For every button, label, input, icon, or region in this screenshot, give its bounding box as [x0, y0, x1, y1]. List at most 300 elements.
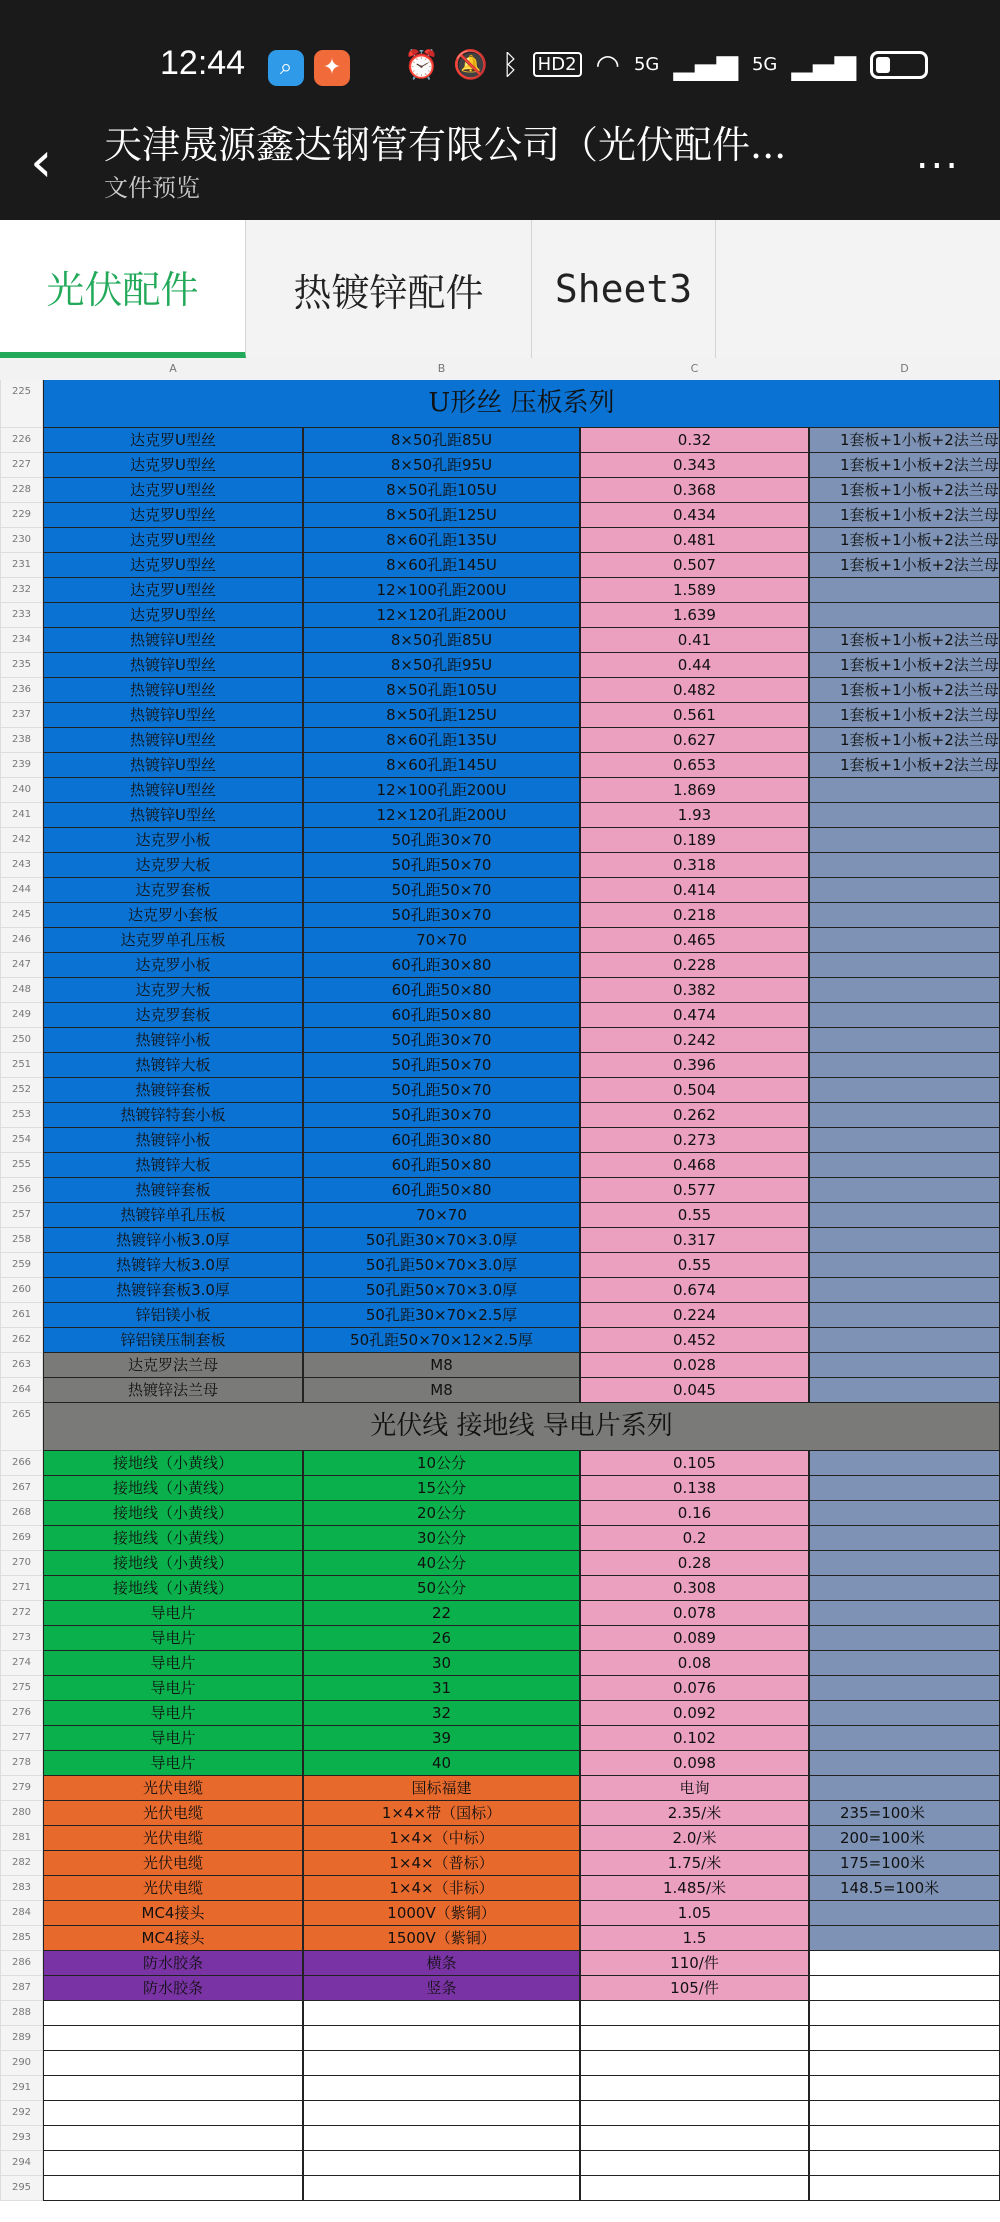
cell-product-name[interactable]: 热镀锌小板 — [43, 1028, 303, 1053]
row-number[interactable]: 267 — [0, 1476, 43, 1501]
cell-specification[interactable]: 15公分 — [303, 1476, 580, 1501]
cell-price[interactable] — [580, 2001, 809, 2026]
cell-note[interactable]: 148.5=100米 — [809, 1876, 1000, 1901]
cell-specification[interactable]: 1000V（紫铜） — [303, 1901, 580, 1926]
cell-note[interactable] — [809, 853, 1000, 878]
cell-note[interactable] — [809, 1676, 1000, 1701]
cell-specification[interactable] — [303, 2151, 580, 2176]
row-number[interactable]: 236 — [0, 678, 43, 703]
cell-price[interactable]: 0.218 — [580, 903, 809, 928]
cell-note[interactable] — [809, 2051, 1000, 2076]
row-number[interactable]: 285 — [0, 1926, 43, 1951]
row-number[interactable]: 291 — [0, 2076, 43, 2101]
cell-specification[interactable]: 8×50孔距85U — [303, 428, 580, 453]
cell-specification[interactable]: 1×4×（非标） — [303, 1876, 580, 1901]
cell-price[interactable] — [580, 2151, 809, 2176]
cell-price[interactable]: 0.434 — [580, 503, 809, 528]
cell-price[interactable]: 105/件 — [580, 1976, 809, 2001]
cell-product-name[interactable]: 热镀锌U型丝 — [43, 703, 303, 728]
cell-product-name[interactable]: 光伏电缆 — [43, 1801, 303, 1826]
cell-note[interactable] — [809, 1976, 1000, 2001]
column-header-c[interactable]: C — [690, 362, 699, 375]
row-number[interactable]: 282 — [0, 1851, 43, 1876]
cell-product-name[interactable]: 热镀锌大板3.0厚 — [43, 1253, 303, 1278]
row-number[interactable]: 266 — [0, 1451, 43, 1476]
cell-product-name[interactable]: 达克罗小板 — [43, 953, 303, 978]
row-number[interactable]: 244 — [0, 878, 43, 903]
row-number[interactable]: 273 — [0, 1626, 43, 1651]
cell-price[interactable]: 0.045 — [580, 1378, 809, 1403]
cell-product-name[interactable]: 导电片 — [43, 1751, 303, 1776]
row-number[interactable]: 226 — [0, 428, 43, 453]
cell-specification[interactable]: 40公分 — [303, 1551, 580, 1576]
row-number[interactable]: 246 — [0, 928, 43, 953]
cell-price[interactable]: 0.16 — [580, 1501, 809, 1526]
cell-specification[interactable]: M8 — [303, 1378, 580, 1403]
cell-product-name[interactable]: 接地线（小黄线） — [43, 1451, 303, 1476]
row-number[interactable]: 241 — [0, 803, 43, 828]
cell-product-name[interactable]: 热镀锌U型丝 — [43, 678, 303, 703]
cell-specification[interactable]: 国标福建 — [303, 1776, 580, 1801]
cell-specification[interactable]: 竖条 — [303, 1976, 580, 2001]
cell-specification[interactable]: 50孔距50×70 — [303, 878, 580, 903]
row-number[interactable]: 255 — [0, 1153, 43, 1178]
more-options-icon[interactable]: ... — [915, 132, 960, 178]
cell-note[interactable] — [809, 1701, 1000, 1726]
row-number[interactable]: 225 — [0, 380, 43, 428]
cell-product-name[interactable]: 热镀锌小板3.0厚 — [43, 1228, 303, 1253]
cell-price[interactable] — [580, 2176, 809, 2201]
cell-specification[interactable]: 60孔距30×80 — [303, 1128, 580, 1153]
cell-specification[interactable]: 50孔距30×70 — [303, 1028, 580, 1053]
cell-product-name[interactable]: 达克罗单孔压板 — [43, 928, 303, 953]
cell-price[interactable]: 0.076 — [580, 1676, 809, 1701]
cell-specification[interactable]: 1×4×（中标） — [303, 1826, 580, 1851]
row-number[interactable]: 254 — [0, 1128, 43, 1153]
cell-price[interactable]: 0.102 — [580, 1726, 809, 1751]
cell-note[interactable] — [809, 1328, 1000, 1353]
cell-specification[interactable]: 1×4×（普标） — [303, 1851, 580, 1876]
cell-product-name[interactable]: 光伏电缆 — [43, 1851, 303, 1876]
cell-specification[interactable]: 50孔距50×70×12×2.5厚 — [303, 1328, 580, 1353]
cell-specification[interactable]: 1×4×带（国标） — [303, 1801, 580, 1826]
cell-note[interactable] — [809, 2001, 1000, 2026]
row-number[interactable]: 248 — [0, 978, 43, 1003]
cell-note[interactable] — [809, 1353, 1000, 1378]
cell-specification[interactable] — [303, 2026, 580, 2051]
cell-specification[interactable]: 8×60孔距135U — [303, 528, 580, 553]
cell-product-name[interactable]: 达克罗U型丝 — [43, 553, 303, 578]
cell-price[interactable]: 0.105 — [580, 1451, 809, 1476]
tab-sheet-3[interactable]: Sheet3 — [532, 220, 716, 358]
row-number[interactable]: 261 — [0, 1303, 43, 1328]
row-number[interactable]: 284 — [0, 1901, 43, 1926]
cell-note[interactable] — [809, 1626, 1000, 1651]
row-number[interactable]: 295 — [0, 2176, 43, 2201]
cell-product-name[interactable]: 接地线（小黄线） — [43, 1551, 303, 1576]
cell-product-name[interactable] — [43, 2026, 303, 2051]
cell-product-name[interactable]: 热镀锌U型丝 — [43, 653, 303, 678]
row-number[interactable]: 272 — [0, 1601, 43, 1626]
row-number[interactable]: 258 — [0, 1228, 43, 1253]
cell-note[interactable] — [809, 1776, 1000, 1801]
cell-product-name[interactable]: 热镀锌法兰母 — [43, 1378, 303, 1403]
cell-price[interactable]: 0.674 — [580, 1278, 809, 1303]
cell-price[interactable]: 0.507 — [580, 553, 809, 578]
cell-price[interactable] — [580, 2051, 809, 2076]
cell-product-name[interactable]: 接地线（小黄线） — [43, 1501, 303, 1526]
cell-specification[interactable]: 50孔距50×70 — [303, 853, 580, 878]
row-number[interactable]: 276 — [0, 1701, 43, 1726]
cell-note[interactable] — [809, 1053, 1000, 1078]
cell-price[interactable]: 0.382 — [580, 978, 809, 1003]
cell-note[interactable] — [809, 928, 1000, 953]
cell-product-name[interactable]: 热镀锌套板 — [43, 1178, 303, 1203]
cell-price[interactable]: 0.32 — [580, 428, 809, 453]
cell-specification[interactable]: 12×120孔距200U — [303, 803, 580, 828]
cell-price[interactable]: 0.2 — [580, 1526, 809, 1551]
cell-price[interactable]: 0.273 — [580, 1128, 809, 1153]
cell-product-name[interactable]: 热镀锌大板 — [43, 1053, 303, 1078]
cell-product-name[interactable]: 达克罗大板 — [43, 853, 303, 878]
row-number[interactable]: 231 — [0, 553, 43, 578]
cell-note[interactable] — [809, 1203, 1000, 1228]
cell-specification[interactable]: 60孔距50×80 — [303, 1178, 580, 1203]
cell-specification[interactable]: 8×50孔距95U — [303, 453, 580, 478]
cell-note[interactable] — [809, 603, 1000, 628]
cell-product-name[interactable]: 锌铝镁压制套板 — [43, 1328, 303, 1353]
row-number[interactable]: 253 — [0, 1103, 43, 1128]
row-number[interactable]: 290 — [0, 2051, 43, 2076]
cell-price[interactable]: 0.224 — [580, 1303, 809, 1328]
cell-product-name[interactable]: 接地线（小黄线） — [43, 1476, 303, 1501]
cell-specification[interactable]: 8×50孔距105U — [303, 678, 580, 703]
cell-price[interactable]: 0.028 — [580, 1353, 809, 1378]
cell-note[interactable] — [809, 828, 1000, 853]
row-number[interactable]: 228 — [0, 478, 43, 503]
cell-note[interactable] — [809, 903, 1000, 928]
cell-note[interactable] — [809, 1078, 1000, 1103]
cell-note[interactable] — [809, 2026, 1000, 2051]
cell-note[interactable] — [809, 1751, 1000, 1776]
cell-note[interactable]: 1套板+1小板+2法兰母 — [809, 528, 1000, 553]
cell-price[interactable]: 0.308 — [580, 1576, 809, 1601]
row-number[interactable]: 293 — [0, 2126, 43, 2151]
row-number[interactable]: 288 — [0, 2001, 43, 2026]
cell-note[interactable] — [809, 1501, 1000, 1526]
column-header-b[interactable]: B — [437, 362, 446, 375]
column-header-d[interactable]: D — [900, 362, 909, 375]
cell-note[interactable] — [809, 1278, 1000, 1303]
cell-price[interactable]: 0.242 — [580, 1028, 809, 1053]
cell-specification[interactable] — [303, 2076, 580, 2101]
cell-price[interactable]: 0.44 — [580, 653, 809, 678]
cell-price[interactable]: 0.452 — [580, 1328, 809, 1353]
cell-product-name[interactable]: 热镀锌U型丝 — [43, 803, 303, 828]
cell-note[interactable] — [809, 1228, 1000, 1253]
cell-specification[interactable]: 8×50孔距105U — [303, 478, 580, 503]
row-number[interactable]: 250 — [0, 1028, 43, 1053]
cell-note[interactable] — [809, 1726, 1000, 1751]
cell-price[interactable]: 1.485/米 — [580, 1876, 809, 1901]
cell-price[interactable]: 0.561 — [580, 703, 809, 728]
cell-product-name[interactable]: 导电片 — [43, 1726, 303, 1751]
cell-price[interactable]: 0.343 — [580, 453, 809, 478]
row-number[interactable]: 281 — [0, 1826, 43, 1851]
cell-product-name[interactable]: 防水胶条 — [43, 1976, 303, 2001]
cell-price[interactable]: 0.482 — [580, 678, 809, 703]
cell-note[interactable]: 1套板+1小板+2法兰母 — [809, 503, 1000, 528]
cell-specification[interactable]: 50孔距30×70 — [303, 903, 580, 928]
cell-specification[interactable]: 50孔距30×70×3.0厚 — [303, 1228, 580, 1253]
cell-price[interactable]: 0.138 — [580, 1476, 809, 1501]
row-number[interactable]: 251 — [0, 1053, 43, 1078]
row-number[interactable]: 283 — [0, 1876, 43, 1901]
cell-price[interactable]: 1.869 — [580, 778, 809, 803]
cell-note[interactable] — [809, 1651, 1000, 1676]
cell-specification[interactable]: 8×50孔距85U — [303, 628, 580, 653]
cell-price[interactable]: 0.465 — [580, 928, 809, 953]
cell-price[interactable]: 电询 — [580, 1776, 809, 1801]
section-header-cell[interactable]: 光伏线 接地线 导电片系列 — [43, 1403, 1000, 1451]
cell-note[interactable] — [809, 978, 1000, 1003]
cell-product-name[interactable]: 达克罗U型丝 — [43, 578, 303, 603]
cell-note[interactable] — [809, 953, 1000, 978]
cell-note[interactable] — [809, 1303, 1000, 1328]
cell-note[interactable] — [809, 1451, 1000, 1476]
cell-note[interactable] — [809, 1103, 1000, 1128]
cell-specification[interactable]: 50孔距30×70 — [303, 1103, 580, 1128]
cell-specification[interactable]: 31 — [303, 1676, 580, 1701]
cell-price[interactable]: 1.75/米 — [580, 1851, 809, 1876]
cell-product-name[interactable]: 达克罗U型丝 — [43, 528, 303, 553]
cell-price[interactable]: 0.396 — [580, 1053, 809, 1078]
row-number[interactable]: 239 — [0, 753, 43, 778]
cell-price[interactable]: 0.089 — [580, 1626, 809, 1651]
cell-price[interactable]: 1.639 — [580, 603, 809, 628]
cell-price[interactable] — [580, 2076, 809, 2101]
cell-specification[interactable] — [303, 2001, 580, 2026]
cell-product-name[interactable]: 接地线（小黄线） — [43, 1576, 303, 1601]
cell-note[interactable]: 200=100米 — [809, 1826, 1000, 1851]
row-number[interactable]: 233 — [0, 603, 43, 628]
cell-note[interactable]: 1套板+1小板+2法兰母 — [809, 653, 1000, 678]
row-number[interactable]: 270 — [0, 1551, 43, 1576]
cell-specification[interactable]: 8×50孔距95U — [303, 653, 580, 678]
cell-product-name[interactable]: 热镀锌U型丝 — [43, 753, 303, 778]
cell-note[interactable] — [809, 1178, 1000, 1203]
cell-specification[interactable]: 12×100孔距200U — [303, 778, 580, 803]
row-number[interactable]: 277 — [0, 1726, 43, 1751]
cell-note[interactable]: 1套板+1小板+2法兰母 — [809, 753, 1000, 778]
row-number[interactable]: 274 — [0, 1651, 43, 1676]
cell-note[interactable] — [809, 1476, 1000, 1501]
cell-product-name[interactable]: 接地线（小黄线） — [43, 1526, 303, 1551]
row-number[interactable]: 229 — [0, 503, 43, 528]
cell-product-name[interactable]: 热镀锌小板 — [43, 1128, 303, 1153]
cell-product-name[interactable] — [43, 2101, 303, 2126]
cell-price[interactable]: 0.653 — [580, 753, 809, 778]
cell-specification[interactable]: 39 — [303, 1726, 580, 1751]
row-number[interactable]: 269 — [0, 1526, 43, 1551]
cell-specification[interactable]: 22 — [303, 1601, 580, 1626]
cell-product-name[interactable]: MC4接头 — [43, 1901, 303, 1926]
cell-product-name[interactable]: 热镀锌U型丝 — [43, 778, 303, 803]
cell-note[interactable]: 1套板+1小板+2法兰母 — [809, 703, 1000, 728]
cell-price[interactable]: 1.5 — [580, 1926, 809, 1951]
row-number[interactable]: 240 — [0, 778, 43, 803]
cell-specification[interactable] — [303, 2176, 580, 2201]
row-number[interactable]: 292 — [0, 2101, 43, 2126]
cell-price[interactable]: 0.474 — [580, 1003, 809, 1028]
row-number[interactable]: 230 — [0, 528, 43, 553]
row-number[interactable]: 263 — [0, 1353, 43, 1378]
cell-product-name[interactable]: 达克罗小套板 — [43, 903, 303, 928]
cell-specification[interactable]: 8×50孔距125U — [303, 503, 580, 528]
row-number[interactable]: 260 — [0, 1278, 43, 1303]
cell-note[interactable]: 1套板+1小板+2法兰母 — [809, 678, 1000, 703]
cell-price[interactable]: 0.481 — [580, 528, 809, 553]
row-number[interactable]: 279 — [0, 1776, 43, 1801]
cell-price[interactable]: 0.317 — [580, 1228, 809, 1253]
cell-product-name[interactable] — [43, 2076, 303, 2101]
cell-price[interactable]: 110/件 — [580, 1951, 809, 1976]
row-number[interactable]: 287 — [0, 1976, 43, 2001]
cell-specification[interactable]: 8×60孔距145U — [303, 753, 580, 778]
cell-specification[interactable]: 30 — [303, 1651, 580, 1676]
cell-specification[interactable]: 40 — [303, 1751, 580, 1776]
row-number[interactable]: 289 — [0, 2026, 43, 2051]
cell-product-name[interactable]: 热镀锌套板 — [43, 1078, 303, 1103]
cell-specification[interactable]: M8 — [303, 1353, 580, 1378]
cell-product-name[interactable]: 达克罗U型丝 — [43, 428, 303, 453]
cell-price[interactable]: 2.35/米 — [580, 1801, 809, 1826]
cell-specification[interactable]: 60孔距30×80 — [303, 953, 580, 978]
row-number[interactable]: 249 — [0, 1003, 43, 1028]
row-number[interactable]: 256 — [0, 1178, 43, 1203]
cell-price[interactable]: 1.05 — [580, 1901, 809, 1926]
cell-price[interactable]: 1.93 — [580, 803, 809, 828]
cell-price[interactable]: 0.368 — [580, 478, 809, 503]
cell-note[interactable] — [809, 778, 1000, 803]
cell-note[interactable] — [809, 1253, 1000, 1278]
tab-sheet-1[interactable]: 光伏配件 — [0, 220, 246, 358]
cell-specification[interactable]: 30公分 — [303, 1526, 580, 1551]
cell-note[interactable] — [809, 1901, 1000, 1926]
cell-product-name[interactable]: 热镀锌特套小板 — [43, 1103, 303, 1128]
cell-specification[interactable]: 50孔距50×70 — [303, 1078, 580, 1103]
cell-note[interactable] — [809, 1926, 1000, 1951]
row-number[interactable]: 252 — [0, 1078, 43, 1103]
cell-note[interactable] — [809, 1551, 1000, 1576]
cell-price[interactable]: 0.228 — [580, 953, 809, 978]
cell-price[interactable]: 0.414 — [580, 878, 809, 903]
row-number[interactable]: 268 — [0, 1501, 43, 1526]
cell-price[interactable]: 0.55 — [580, 1253, 809, 1278]
row-number[interactable]: 245 — [0, 903, 43, 928]
cell-price[interactable]: 0.504 — [580, 1078, 809, 1103]
cell-note[interactable] — [809, 2176, 1000, 2201]
tab-sheet-2[interactable]: 热镀锌配件 — [246, 220, 532, 358]
row-number[interactable]: 280 — [0, 1801, 43, 1826]
cell-note[interactable]: 235=100米 — [809, 1801, 1000, 1826]
cell-note[interactable] — [809, 2101, 1000, 2126]
cell-product-name[interactable]: 导电片 — [43, 1601, 303, 1626]
cell-product-name[interactable]: 导电片 — [43, 1676, 303, 1701]
back-icon[interactable]: ‹ — [30, 130, 53, 195]
cell-note[interactable] — [809, 803, 1000, 828]
cell-price[interactable]: 0.098 — [580, 1751, 809, 1776]
row-number[interactable]: 243 — [0, 853, 43, 878]
cell-specification[interactable]: 50孔距30×70 — [303, 828, 580, 853]
cell-product-name[interactable] — [43, 2001, 303, 2026]
cell-product-name[interactable]: 锌铝镁小板 — [43, 1303, 303, 1328]
cell-specification[interactable]: 50孔距30×70×2.5厚 — [303, 1303, 580, 1328]
cell-product-name[interactable] — [43, 2151, 303, 2176]
row-number[interactable]: 278 — [0, 1751, 43, 1776]
cell-note[interactable] — [809, 1576, 1000, 1601]
cell-note[interactable] — [809, 2126, 1000, 2151]
cell-price[interactable]: 0.318 — [580, 853, 809, 878]
cell-note[interactable]: 1套板+1小板+2法兰母 — [809, 428, 1000, 453]
cell-specification[interactable]: 70×70 — [303, 928, 580, 953]
cell-price[interactable]: 0.28 — [580, 1551, 809, 1576]
cell-specification[interactable] — [303, 2101, 580, 2126]
cell-product-name[interactable]: 达克罗套板 — [43, 1003, 303, 1028]
cell-price[interactable]: 0.078 — [580, 1601, 809, 1626]
cell-product-name[interactable]: 导电片 — [43, 1626, 303, 1651]
cell-note[interactable] — [809, 1526, 1000, 1551]
row-number[interactable]: 265 — [0, 1403, 43, 1451]
cell-price[interactable]: 0.41 — [580, 628, 809, 653]
cell-product-name[interactable]: 光伏电缆 — [43, 1776, 303, 1801]
cell-specification[interactable]: 8×50孔距125U — [303, 703, 580, 728]
cell-product-name[interactable] — [43, 2176, 303, 2201]
cell-note[interactable] — [809, 1951, 1000, 1976]
row-number[interactable]: 259 — [0, 1253, 43, 1278]
cell-note[interactable] — [809, 578, 1000, 603]
cell-product-name[interactable]: 达克罗法兰母 — [43, 1353, 303, 1378]
cell-price[interactable] — [580, 2026, 809, 2051]
cell-price[interactable]: 0.468 — [580, 1153, 809, 1178]
cell-note[interactable] — [809, 1128, 1000, 1153]
cell-note[interactable] — [809, 2076, 1000, 2101]
cell-note[interactable]: 1套板+1小板+2法兰母 — [809, 478, 1000, 503]
cell-product-name[interactable]: 防水胶条 — [43, 1951, 303, 1976]
cell-specification[interactable]: 50公分 — [303, 1576, 580, 1601]
cell-price[interactable]: 2.0/米 — [580, 1826, 809, 1851]
cell-product-name[interactable] — [43, 2051, 303, 2076]
cell-specification[interactable]: 8×60孔距145U — [303, 553, 580, 578]
cell-note[interactable]: 1套板+1小板+2法兰母 — [809, 553, 1000, 578]
cell-product-name[interactable]: 热镀锌U型丝 — [43, 728, 303, 753]
cell-specification[interactable]: 60孔距50×80 — [303, 1153, 580, 1178]
row-number[interactable]: 235 — [0, 653, 43, 678]
cell-note[interactable]: 175=100米 — [809, 1851, 1000, 1876]
cell-note[interactable] — [809, 1153, 1000, 1178]
cell-price[interactable] — [580, 2126, 809, 2151]
cell-price[interactable] — [580, 2101, 809, 2126]
row-number[interactable]: 234 — [0, 628, 43, 653]
row-number[interactable]: 232 — [0, 578, 43, 603]
cell-product-name[interactable] — [43, 2126, 303, 2151]
cell-note[interactable] — [809, 1601, 1000, 1626]
row-number[interactable]: 237 — [0, 703, 43, 728]
cell-product-name[interactable]: 达克罗U型丝 — [43, 453, 303, 478]
cell-product-name[interactable]: 热镀锌单孔压板 — [43, 1203, 303, 1228]
cell-note[interactable]: 1套板+1小板+2法兰母 — [809, 453, 1000, 478]
cell-specification[interactable]: 60孔距50×80 — [303, 1003, 580, 1028]
